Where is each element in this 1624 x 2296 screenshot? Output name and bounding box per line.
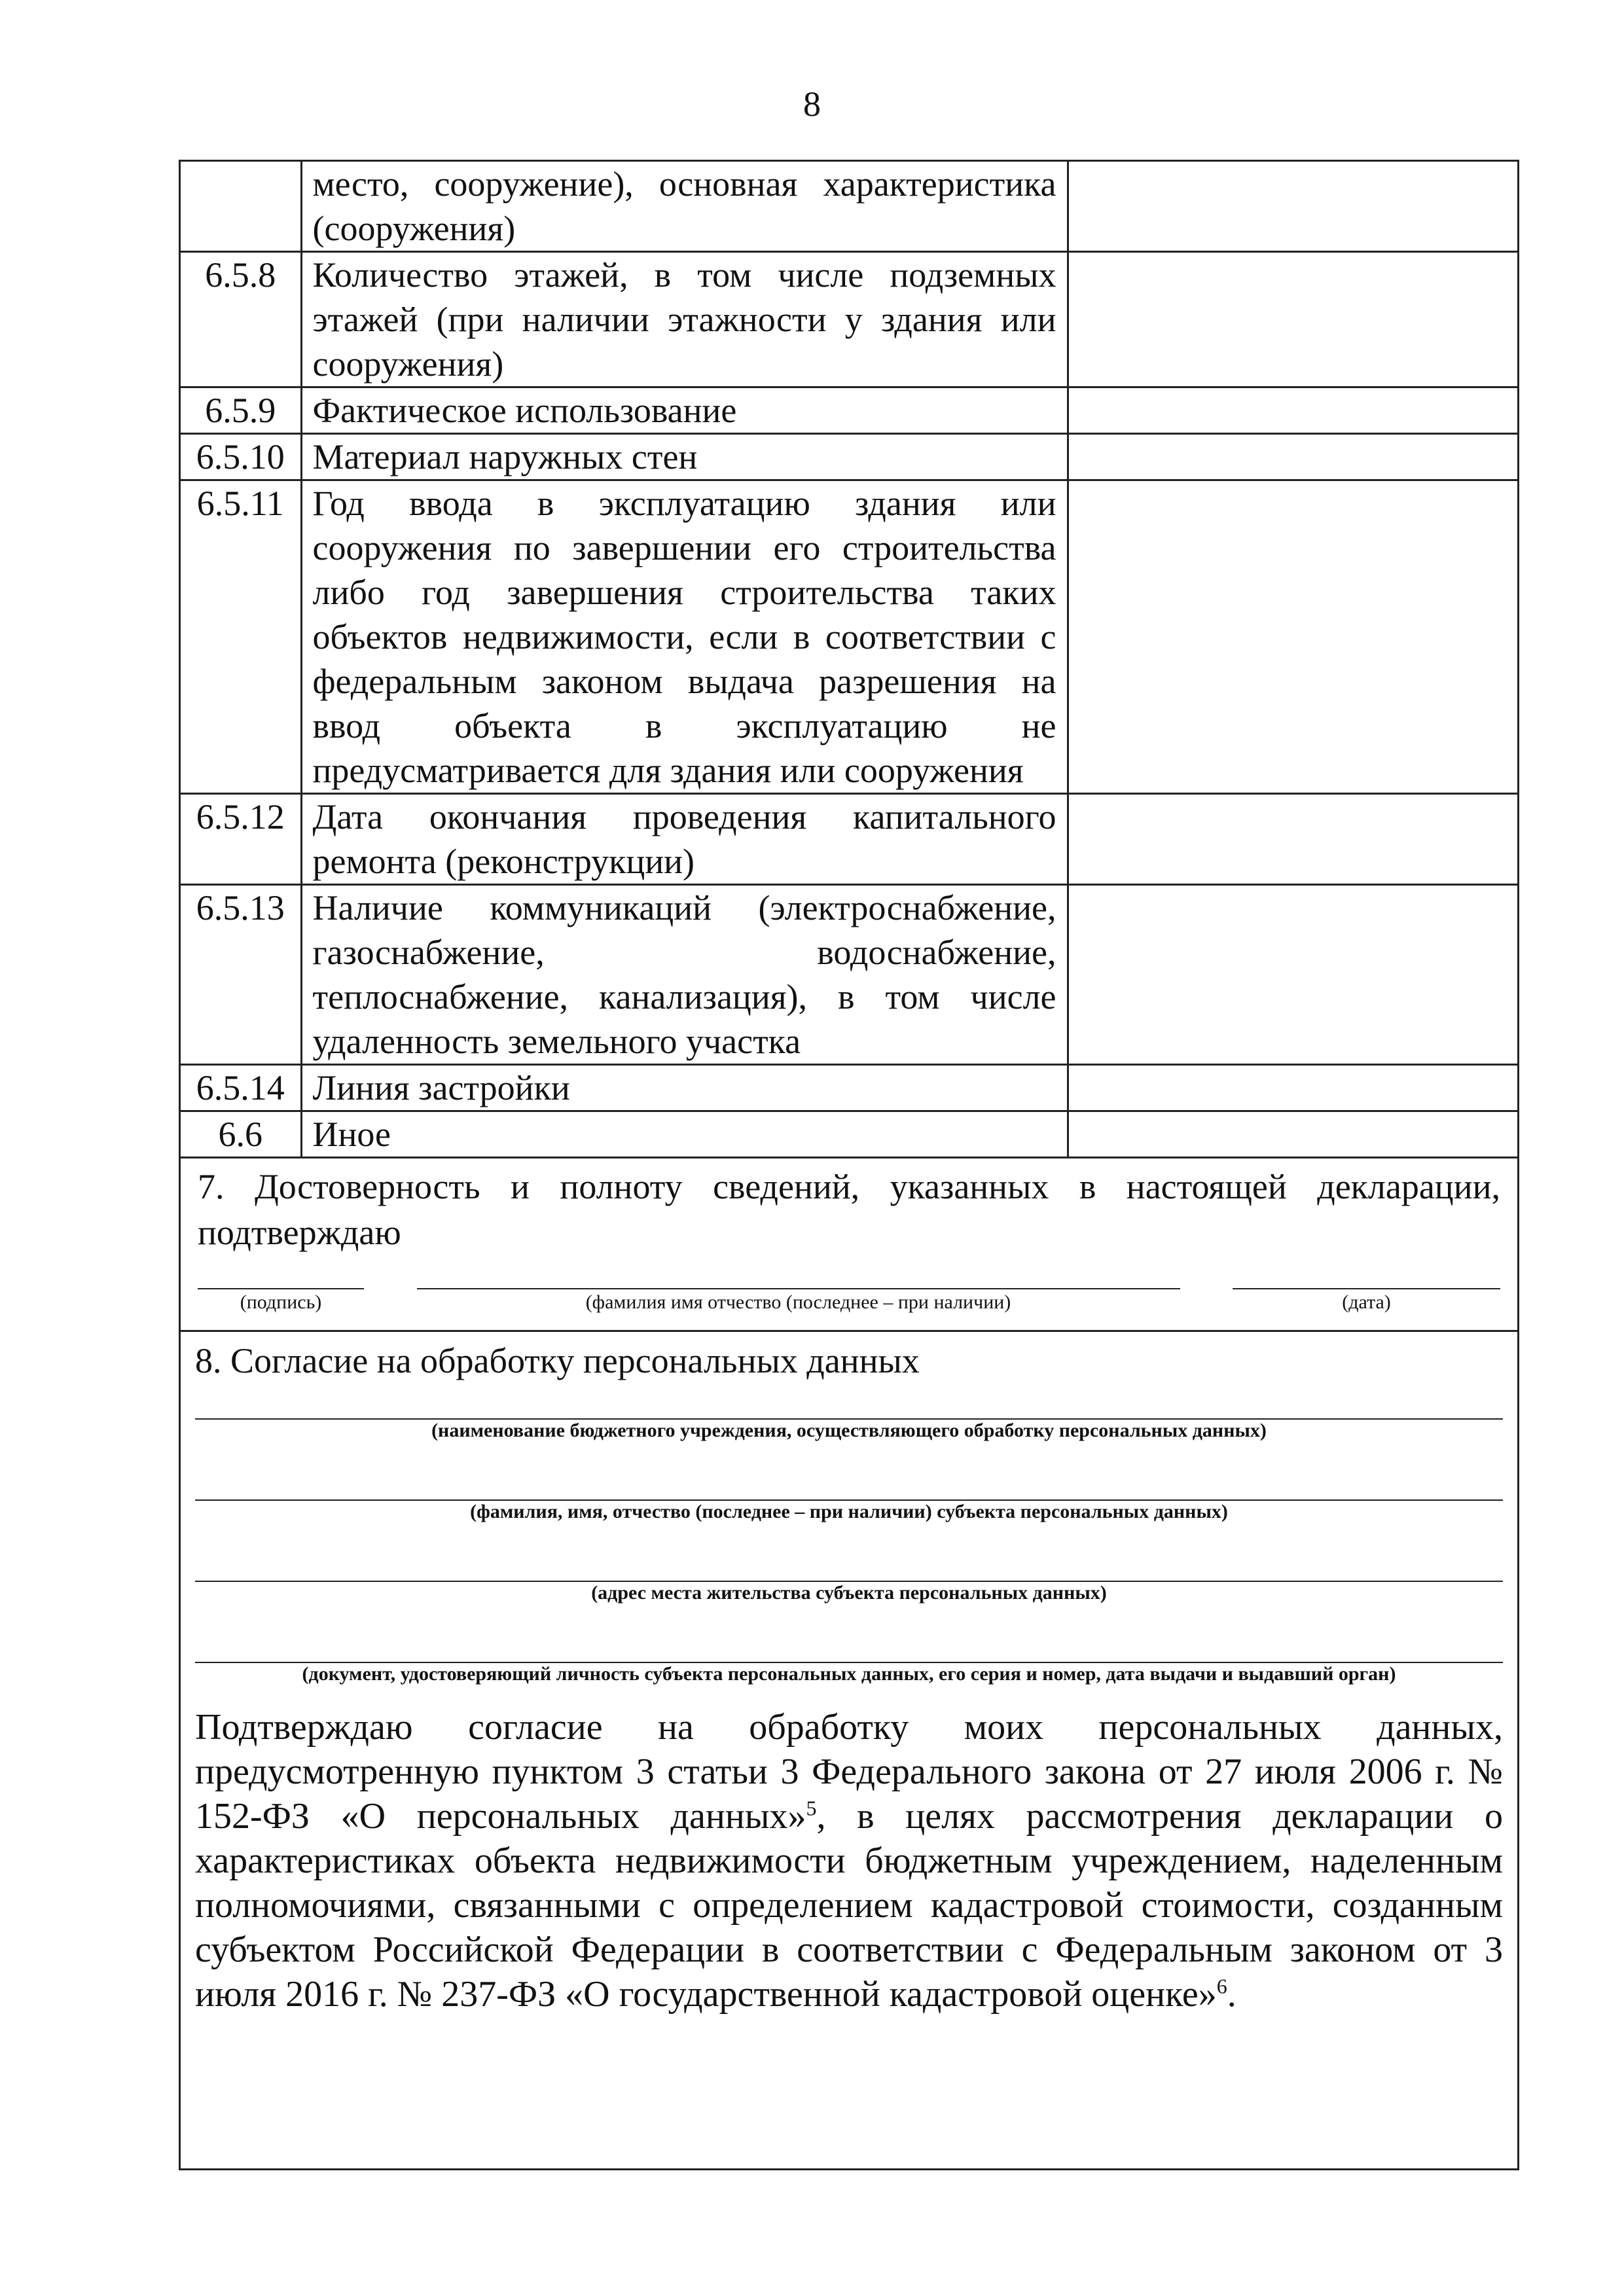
row-number: 6.5.10 [181, 434, 301, 480]
characteristics-table [181, 162, 1517, 1158]
row-number: 6.5.9 [181, 387, 301, 434]
identity-document-field[interactable] [195, 1604, 1503, 1663]
confirmation-section [181, 1158, 1517, 1332]
row-value-field[interactable] [1068, 387, 1517, 434]
table-row [181, 885, 1517, 1065]
consent-text-end: . [1227, 1974, 1236, 2015]
row-number [181, 162, 301, 252]
declaration-form [179, 160, 1519, 2170]
identity-document-caption: (документ, удостоверяющий личность субъекта персональных данных, его серия и номер, дата выдачи и выдавший орган) [302, 1663, 1396, 1685]
address-field[interactable] [195, 1523, 1503, 1582]
row-description: Дата окончания проведения капитального ремонта (реконструкции) [301, 794, 1068, 885]
consent-statement [195, 1705, 1503, 2017]
row-description: Фактическое использование [301, 387, 1068, 434]
table-row [181, 1065, 1517, 1111]
row-description: Линия застройки [301, 1065, 1068, 1111]
row-number: 6.6 [181, 1111, 301, 1158]
date-field[interactable] [1233, 1288, 1500, 1314]
row-description: Материал наружных стен [301, 434, 1068, 480]
table-row [181, 794, 1517, 885]
row-number: 6.5.12 [181, 794, 301, 885]
date-label: (дата) [1342, 1291, 1391, 1313]
footnote-marker: 5 [806, 1796, 817, 1820]
row-number: 6.5.14 [181, 1065, 301, 1111]
row-number: 6.5.11 [181, 480, 301, 794]
signature-row [198, 1288, 1500, 1314]
row-number: 6.5.8 [181, 252, 301, 387]
table-row [181, 387, 1517, 434]
row-value-field[interactable] [1068, 1111, 1517, 1158]
confirmation-text: 7. Достоверность и полноту сведений, указанных в настоящей декларации, подтверждаю [198, 1167, 1500, 1252]
row-number: 6.5.13 [181, 885, 301, 1065]
table-row [181, 252, 1517, 387]
table-row [181, 480, 1517, 794]
row-value-field[interactable] [1068, 794, 1517, 885]
row-description: Год ввода в эксплуатацию здания или сооружения по завершении его строительства либо год завершения строительства таких объектов недвижимости, если в соответствии с федеральным законом выдача разрешения на ввод объекта в эксплуатацию не предусматривается для здания или сооружения [301, 480, 1068, 794]
row-description: Иное [301, 1111, 1068, 1158]
institution-field[interactable] [195, 1383, 1503, 1420]
row-value-field[interactable] [1068, 252, 1517, 387]
signature-field[interactable] [198, 1288, 364, 1314]
consent-section [181, 1332, 1517, 2017]
subject-name-field[interactable] [195, 1442, 1503, 1501]
footnote-marker: 6 [1216, 1974, 1227, 1998]
row-description: Количество этажей, в том числе подземных этажей (при наличии этажности у здания или сооружения) [301, 252, 1068, 387]
consent-title: 8. Согласие на обработку персональных данных [195, 1341, 920, 1380]
subject-name-caption: (фамилия, имя, отчество (последнее – при наличии) субъекта персональных данных) [470, 1501, 1228, 1522]
page-number: 8 [803, 84, 821, 124]
row-description: место, сооружение), основная характеристика (сооружения) [301, 162, 1068, 252]
address-caption: (адрес места жительства субъекта персональных данных) [591, 1582, 1107, 1604]
row-value-field[interactable] [1068, 480, 1517, 794]
row-value-field[interactable] [1068, 885, 1517, 1065]
row-value-field[interactable] [1068, 1065, 1517, 1111]
row-value-field[interactable] [1068, 434, 1517, 480]
consent-text-part2: , в целях рассмотрения декларации о характеристиках объекта недвижимости бюджетным учреждением, наделенным полномочиями, связанными с определением кадастровой стоимости, созданным субъектом Российской Федерации в соответствии с Федеральным законом от 3 июля 2016 г. № 237-ФЗ «О государственной кадастровой оценке» [195, 1796, 1504, 2015]
row-value-field[interactable] [1068, 162, 1517, 252]
fio-label: (фамилия имя отчество (последнее – при наличии) [585, 1291, 1011, 1313]
table-row [181, 162, 1517, 252]
institution-caption: (наименование бюджетного учреждения, осуществляющего обработку персональных данных) [431, 1420, 1267, 1441]
table-row [181, 434, 1517, 480]
signature-label: (подпись) [240, 1291, 322, 1313]
consent-text-part1: Подтверждаю согласие на обработку моих персональных данных, предусмотренную пунктом 3 статьи 3 Федерального закона от 27 июля 2006 г. № 152-ФЗ «О персональных данных» [195, 1707, 1503, 1837]
row-description: Наличие коммуникаций (электроснабжение, газоснабжение, водоснабжение, теплоснабжение, канализация), в том числе удаленность земельного участка [301, 885, 1068, 1065]
fio-field[interactable] [417, 1288, 1180, 1314]
table-row [181, 1111, 1517, 1158]
